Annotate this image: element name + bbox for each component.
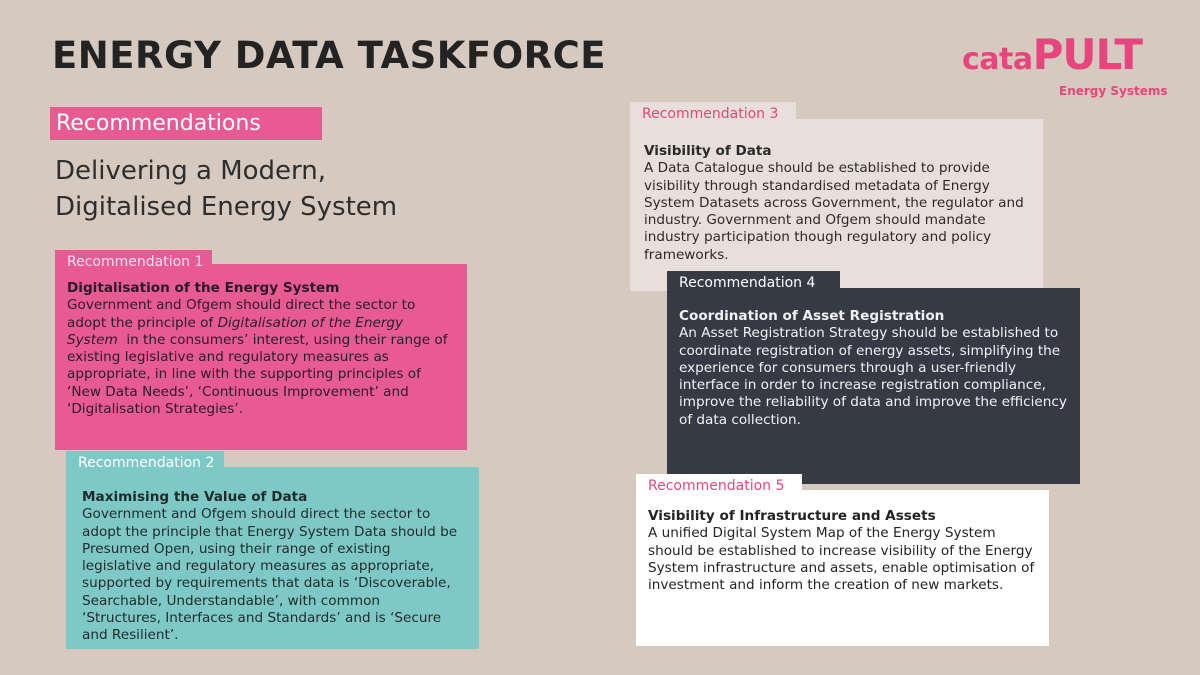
page-title: ENERGY DATA TASKFORCE xyxy=(52,34,607,77)
recommendation-body: An Asset Registration Strategy should be established to coordinate registration of energy assets, simplifying the experience for consumers through a user-friendly interface in order to increase registration compliance, improve the reliability of data and improve the efficiency of data collection. xyxy=(679,325,1067,428)
recommendation-body: A unified Digital System Map of the Energy System should be established to increase visibility of the Energy System infrastructure and assets, enable optimisation of investment and inform the creation of new markets. xyxy=(648,525,1035,594)
recommendation-heading: Digitalisation of the Energy System xyxy=(67,280,340,296)
recommendation-body: A Data Catalogue should be established to provide visibility through standardised metadata of Energy System Datasets across Government, the regulator and industry. Government and Ofgem should mandate industry participation though regulatory and policy frameworks. xyxy=(644,160,1024,263)
emphasis-text: Digitalisation of the Energy System xyxy=(67,314,404,348)
recommendation-tab-3: Recommendation 3 xyxy=(630,102,796,127)
subtitle-line-2: Digitalised Energy System xyxy=(55,192,398,222)
recommendation-heading: Visibility of Data xyxy=(644,143,772,159)
recommendation-body: Government and Ofgem should direct the sector to adopt the principle that Energy System Data should be Presumed Open, using their range of existing legislative and regulatory measures as appropriate, supported by requirements that data is ‘Discoverable, Searchable, Understandable’, with common ‘Structures, Interfaces and Standards’ and is ‘Secure and Resilient’. xyxy=(82,506,458,644)
recommendation-card-1 xyxy=(55,264,467,450)
subtitle-line-1: Delivering a Modern, xyxy=(55,156,327,186)
page-subtitle xyxy=(55,153,397,225)
recommendation-heading: Coordination of Asset Registration xyxy=(679,308,945,324)
recommendation-card-5 xyxy=(636,490,1049,646)
recommendation-tab-4: Recommendation 4 xyxy=(667,271,840,296)
catapult-logo xyxy=(962,30,1168,104)
logo-subtitle: Energy Systems xyxy=(1059,84,1168,98)
recommendation-heading: Maximising the Value of Data xyxy=(82,489,308,505)
recommendation-tab-5: Recommendation 5 xyxy=(636,474,802,499)
recommendation-heading: Visibility of Infrastructure and Assets xyxy=(648,508,936,524)
recommendations-label: Recommendations xyxy=(50,107,322,140)
logo-wordmark: cataPULT xyxy=(962,30,1142,79)
recommendation-card-3 xyxy=(630,119,1043,291)
recommendation-card-2 xyxy=(66,467,479,649)
recommendation-tab-1: Recommendation 1 xyxy=(55,250,212,275)
recommendation-body: Government and Ofgem should direct the sector to adopt the principle of Digitalisation of the Energy System in the consumers’ interest, using their range of existing legislative and regulatory measures as appropriate, in line with the supporting principles of ‘New Data Needs’, ‘Continuous Improvement’ and ‘Digitalisation Strategies’. xyxy=(67,297,452,418)
recommendation-tab-2: Recommendation 2 xyxy=(66,451,224,476)
recommendation-card-4 xyxy=(667,288,1080,484)
